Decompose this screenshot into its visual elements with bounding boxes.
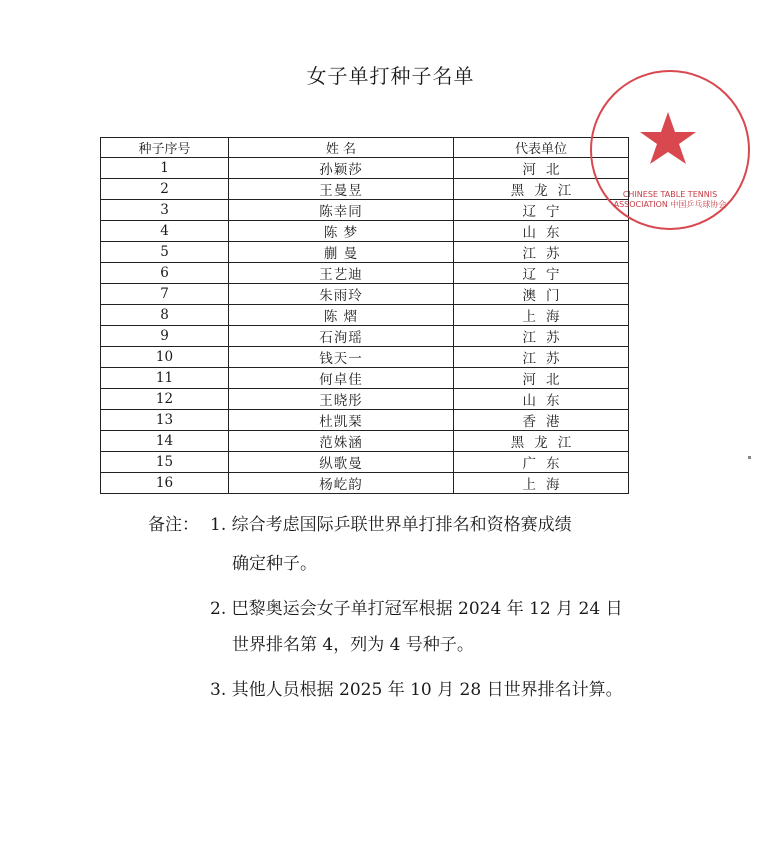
name-cell: 石洵瑶 (229, 326, 454, 347)
table-row (101, 452, 629, 473)
unit-cell: 上海 (454, 305, 629, 326)
unit-cell: 河北 (454, 368, 629, 389)
table-row (101, 221, 629, 242)
name-cell: 何卓佳 (229, 368, 454, 389)
table-row (101, 305, 629, 326)
unit-cell: 澳门 (454, 284, 629, 305)
table-row (101, 368, 629, 389)
seed-cell: 8 (101, 305, 229, 326)
association-seal (590, 70, 750, 230)
header-unit: 代表单位 (454, 138, 629, 158)
name-cell: 王曼昱 (229, 179, 454, 200)
page-title: 女子单打种子名单 (306, 64, 475, 88)
seed-cell: 15 (101, 452, 229, 473)
name-cell: 范姝涵 (229, 431, 454, 452)
seed-cell: 16 (101, 473, 229, 494)
seed-cell: 7 (101, 284, 229, 305)
unit-cell: 黑龙江 (454, 431, 629, 452)
seal-text: CHINESE TABLE TENNIS ASSOCIATION 中国乒乓球协会 (613, 190, 727, 209)
table-row (101, 389, 629, 410)
seed-cell: 14 (101, 431, 229, 452)
note-3: 3. 其他人员根据 2025 年 10 月 28 日世界排名计算。 (210, 680, 623, 700)
seed-cell: 12 (101, 389, 229, 410)
table-row (101, 284, 629, 305)
unit-cell: 香港 (454, 410, 629, 431)
name-cell: 陈 梦 (229, 221, 454, 242)
name-cell: 王晓彤 (229, 389, 454, 410)
unit-cell: 江苏 (454, 242, 629, 263)
seed-cell: 9 (101, 326, 229, 347)
seed-cell: 1 (101, 158, 229, 179)
unit-cell: 江苏 (454, 326, 629, 347)
unit-cell: 辽宁 (454, 200, 629, 221)
unit-cell: 河北 (454, 158, 629, 179)
table-row (101, 410, 629, 431)
seed-cell: 4 (101, 221, 229, 242)
name-cell: 陈幸同 (229, 200, 454, 221)
seed-cell: 11 (101, 368, 229, 389)
seed-cell: 2 (101, 179, 229, 200)
table-row (101, 263, 629, 284)
notes-label: 备注： (148, 515, 199, 535)
seed-cell: 3 (101, 200, 229, 221)
seed-cell: 6 (101, 263, 229, 284)
scan-mark (748, 456, 751, 459)
unit-cell: 山东 (454, 389, 629, 410)
unit-cell: 山东 (454, 221, 629, 242)
table-header-row (101, 138, 629, 158)
unit-cell: 辽宁 (454, 263, 629, 284)
name-cell: 朱雨玲 (229, 284, 454, 305)
seed-cell: 10 (101, 347, 229, 368)
unit-cell: 上海 (454, 473, 629, 494)
table-row (101, 179, 629, 200)
seed-cell: 5 (101, 242, 229, 263)
table-row (101, 347, 629, 368)
header-seed: 种子序号 (101, 138, 229, 158)
table-row (101, 242, 629, 263)
seed-cell: 13 (101, 410, 229, 431)
name-cell: 王艺迪 (229, 263, 454, 284)
header-name: 姓 名 (229, 138, 454, 158)
seed-table (100, 137, 629, 494)
table-row (101, 326, 629, 347)
name-cell: 蒯 曼 (229, 242, 454, 263)
table-row (101, 158, 629, 179)
note-2-line-1: 2. 巴黎奥运会女子单打冠军根据 2024 年 12 月 24 日 (210, 599, 623, 619)
note-1-line-2: 确定种子。 (232, 554, 317, 574)
name-cell: 陈 熠 (229, 305, 454, 326)
name-cell: 杜凯琹 (229, 410, 454, 431)
name-cell: 纵歌曼 (229, 452, 454, 473)
table-row (101, 200, 629, 221)
unit-cell: 江苏 (454, 347, 629, 368)
name-cell: 钱天一 (229, 347, 454, 368)
name-cell: 孙颖莎 (229, 158, 454, 179)
table-row (101, 473, 629, 494)
note-1-line-1: 1. 综合考虑国际乒联世界单打排名和资格赛成绩 (210, 515, 572, 535)
note-2-line-2: 世界排名第 4，列为 4 号种子。 (232, 635, 474, 655)
unit-cell: 广东 (454, 452, 629, 473)
table-row (101, 431, 629, 452)
name-cell: 杨屹韵 (229, 473, 454, 494)
unit-cell: 黑龙江 (454, 179, 629, 200)
